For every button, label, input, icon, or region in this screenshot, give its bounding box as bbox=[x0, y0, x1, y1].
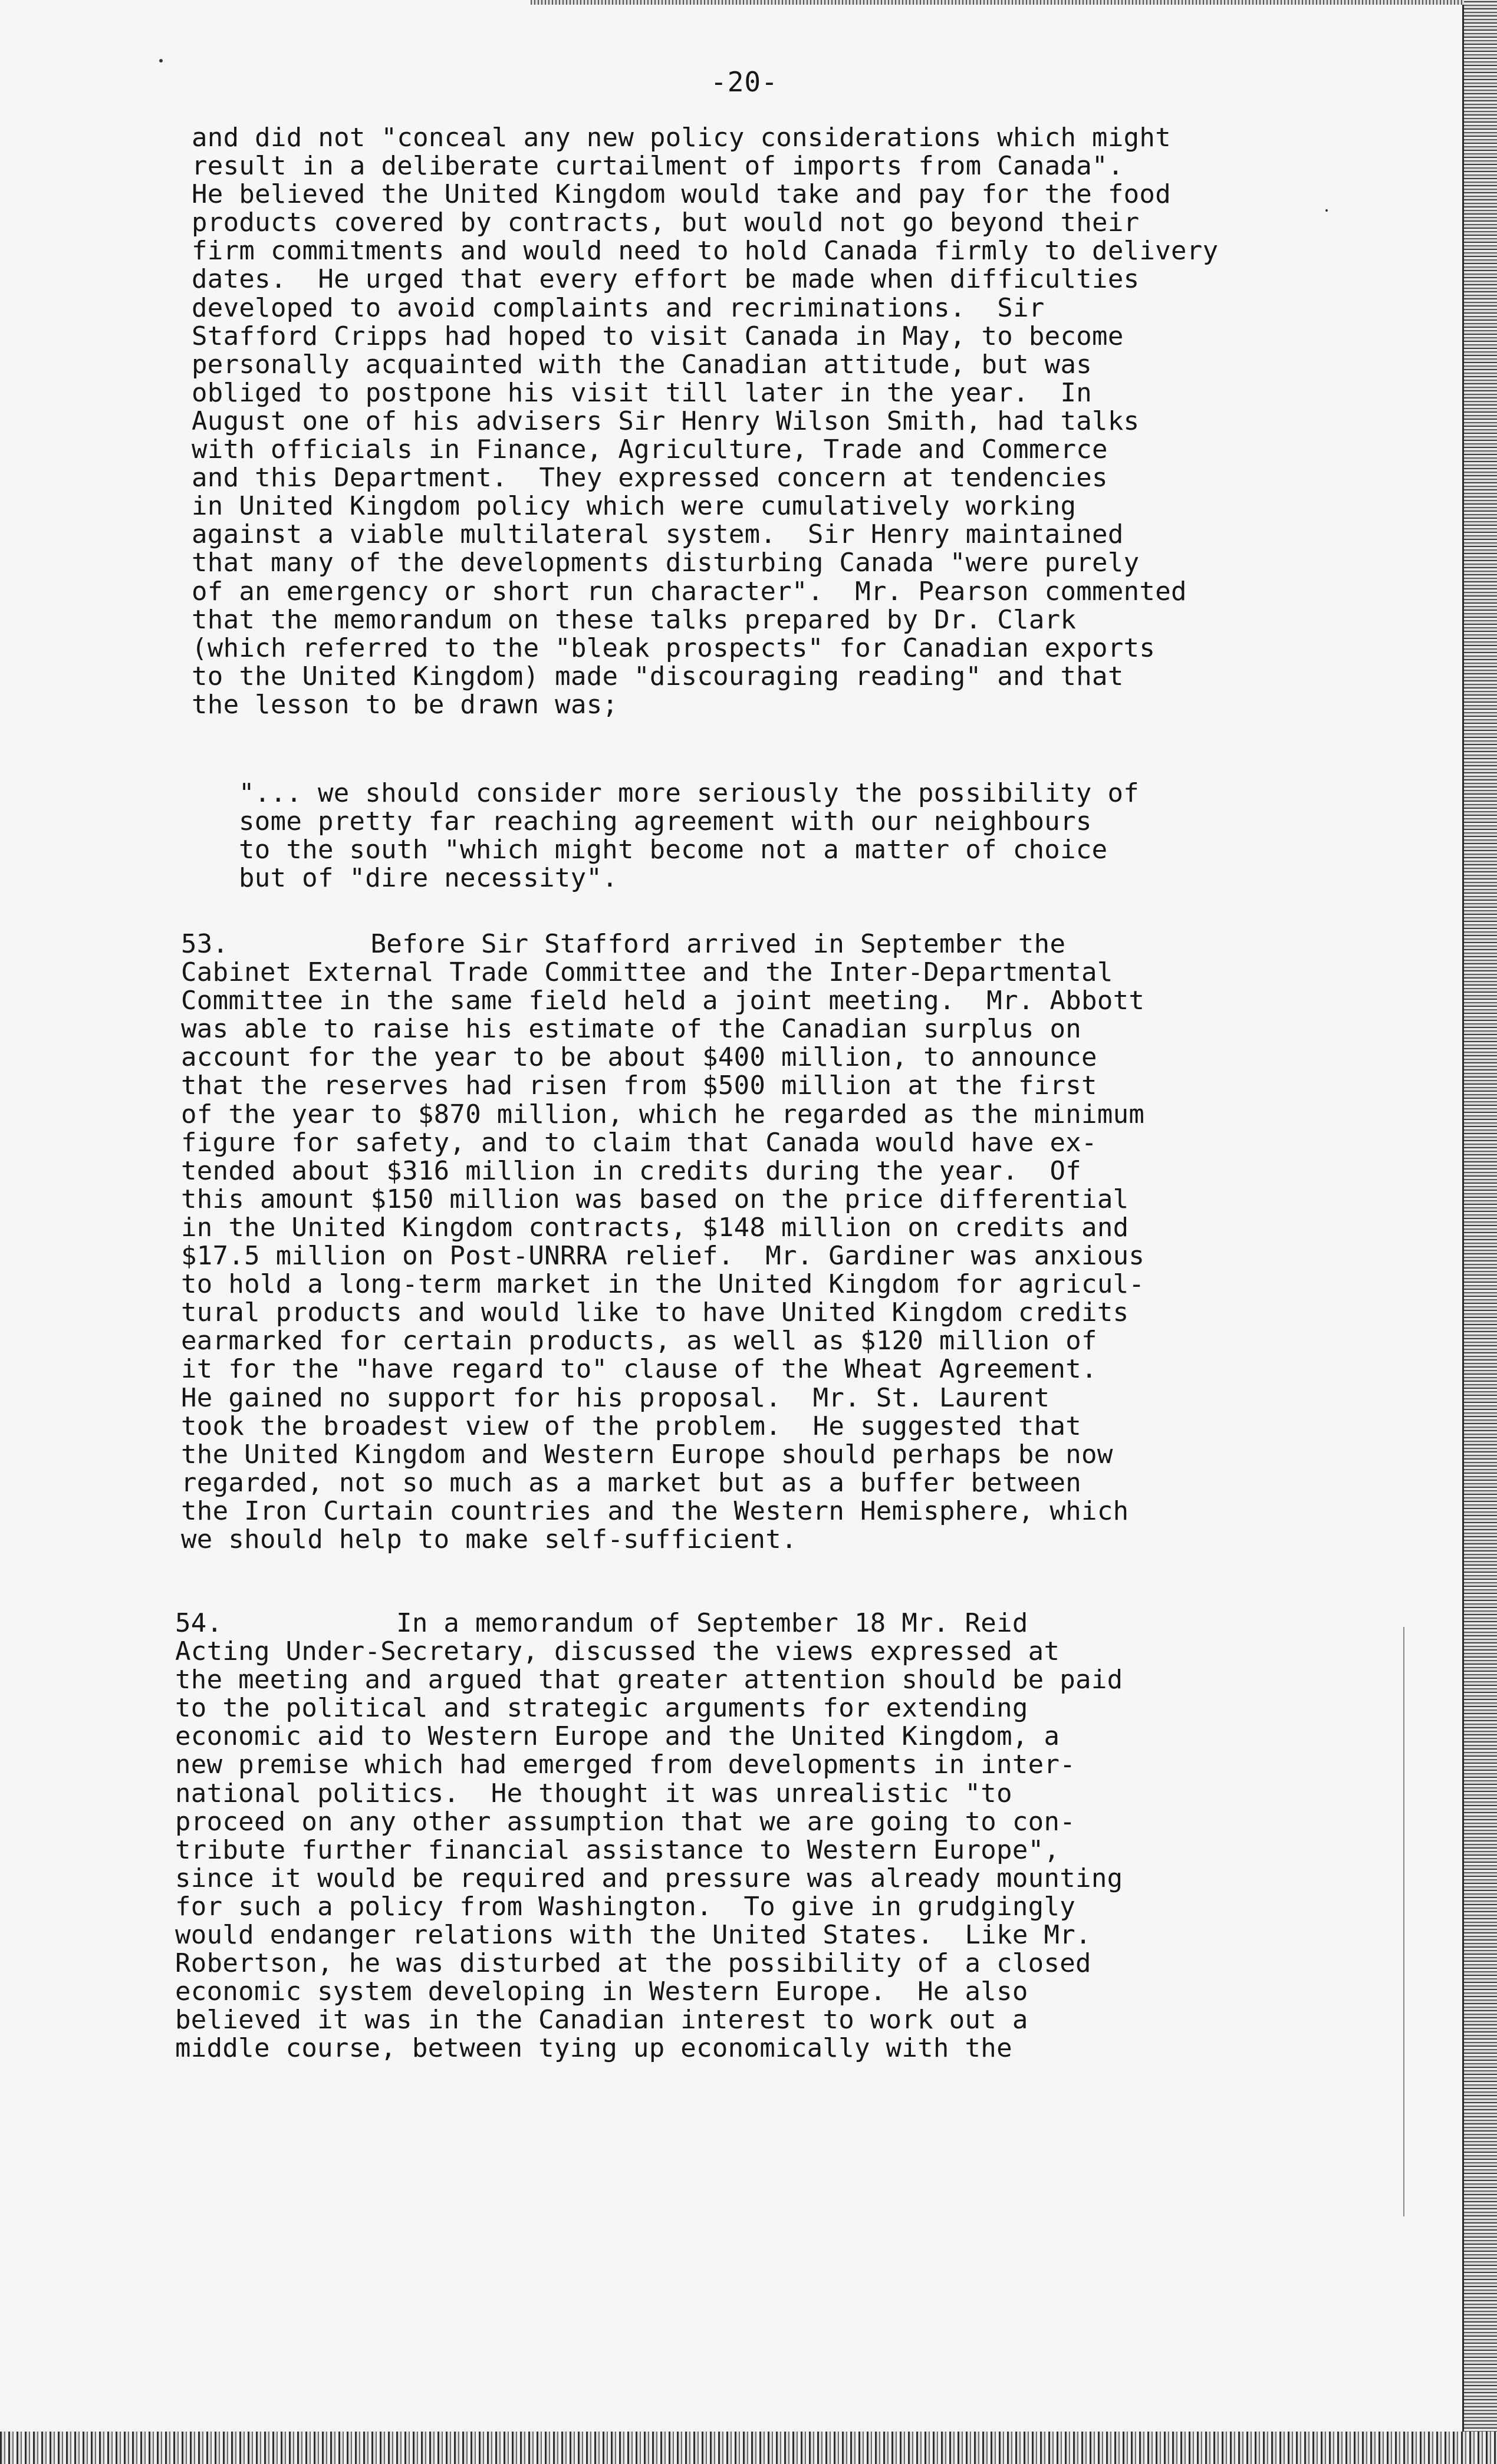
scan-right-edge bbox=[1464, 0, 1497, 2464]
scan-bottom-edge bbox=[0, 2432, 1497, 2464]
paragraph-53: 53. Before Sir Stafford arrived in September the Cabinet External Trade Committee and the Inter-Departmental Committee in the same field held a joint meeting. Mr. Abbott was able to raise his estimate of the Canadian surplus on account for the year to be about $400 million, to announce that the reserves had risen from $500 million at the first of the year to $870 million, which he regarded as the minimum figure for safety, and to claim that Canada would have ex- tended about $316 million in credits during the year. Of this amount $150 million was based on the price differential in the United Kingdom contracts, $148 million on credits and $17.5 million on Post-UNRRA relief. Mr. Gardiner was anxious to hold a long-term market in the United Kingdom for agricul- tural products and would like to have United Kingdom credits earmarked for certain products, as well as $120 million of it for the "have regard to" clause of the Wheat Agreement. He gained no support for his proposal. Mr. St. Laurent took the broadest view of the problem. He suggested that the United Kingdom and Western Europe should perhaps be now regarded, not so much as a market but as a buffer between the Iron Curtain countries and the Western Hemisphere, which we should help to make self-sufficient. bbox=[181, 929, 1145, 1554]
block-quote: "... we should consider more seriously the possibility of some pretty far reaching agreement with our neighbours to the south "which might become not a matter of choice but of "dire necessity". bbox=[239, 778, 1140, 894]
scan-speck bbox=[159, 59, 163, 62]
scan-speck bbox=[1325, 209, 1328, 212]
intro-paragraph: and did not "conceal any new policy considerations which might result in a deliberate curtailment of imports from Canada". He believed the United Kingdom would take and pay for the food products covered by contracts, but would not go beyond their firm commitments and would need to hold Canada firmly to delivery dates. He urged that every effort be made when difficulties developed to avoid complaints and recriminations. Sir Stafford Cripps had hoped to visit Canada in May, to become personally acquainted with the Canadian attitude, but was obliged to postpone his visit till later in the year. In August one of his advisers Sir Henry Wilson Smith, had talks with officials in Finance, Agriculture, Trade and Commerce and this Department. They expressed concern at tendencies in United Kingdom policy which were cumulatively working against a viable multilateral system. Sir Henry maintained that many of the developments disturbing Canada "were purely of an emergency or short run character". Mr. Pearson commented that the memorandum on these talks prepared by Dr. Clark (which referred to the "bleak prospects" for Canadian exports to the United Kingdom) made "discouraging reading" and that the lesson to be drawn was; bbox=[192, 123, 1219, 720]
page-number: -20- bbox=[710, 66, 778, 98]
margin-rule bbox=[1403, 1627, 1404, 2216]
scan-top-edge bbox=[531, 0, 1464, 5]
paragraph-54: 54. In a memorandum of September 18 Mr. Reid Acting Under-Secretary, discussed the views expressed at the meeting and argued that greater attention should be paid to the political and strategic arguments for extending economic aid to Western Europe and the United Kingdom, a new premise which had emerged from developments in inter- national politics. He thought it was unrealistic "to proceed on any other assumption that we are going to con- tribute further financial assistance to Western Europe", since it would be required and pressure was already mounting for such a policy from Washington. To give in grudgingly would endanger relations with the United States. Like Mr. Robertson, he was disturbed at the possibility of a closed economic system developing in Western Europe. He also believed it was in the Canadian interest to work out a middle course, between tying up economically with the bbox=[175, 1608, 1123, 2064]
